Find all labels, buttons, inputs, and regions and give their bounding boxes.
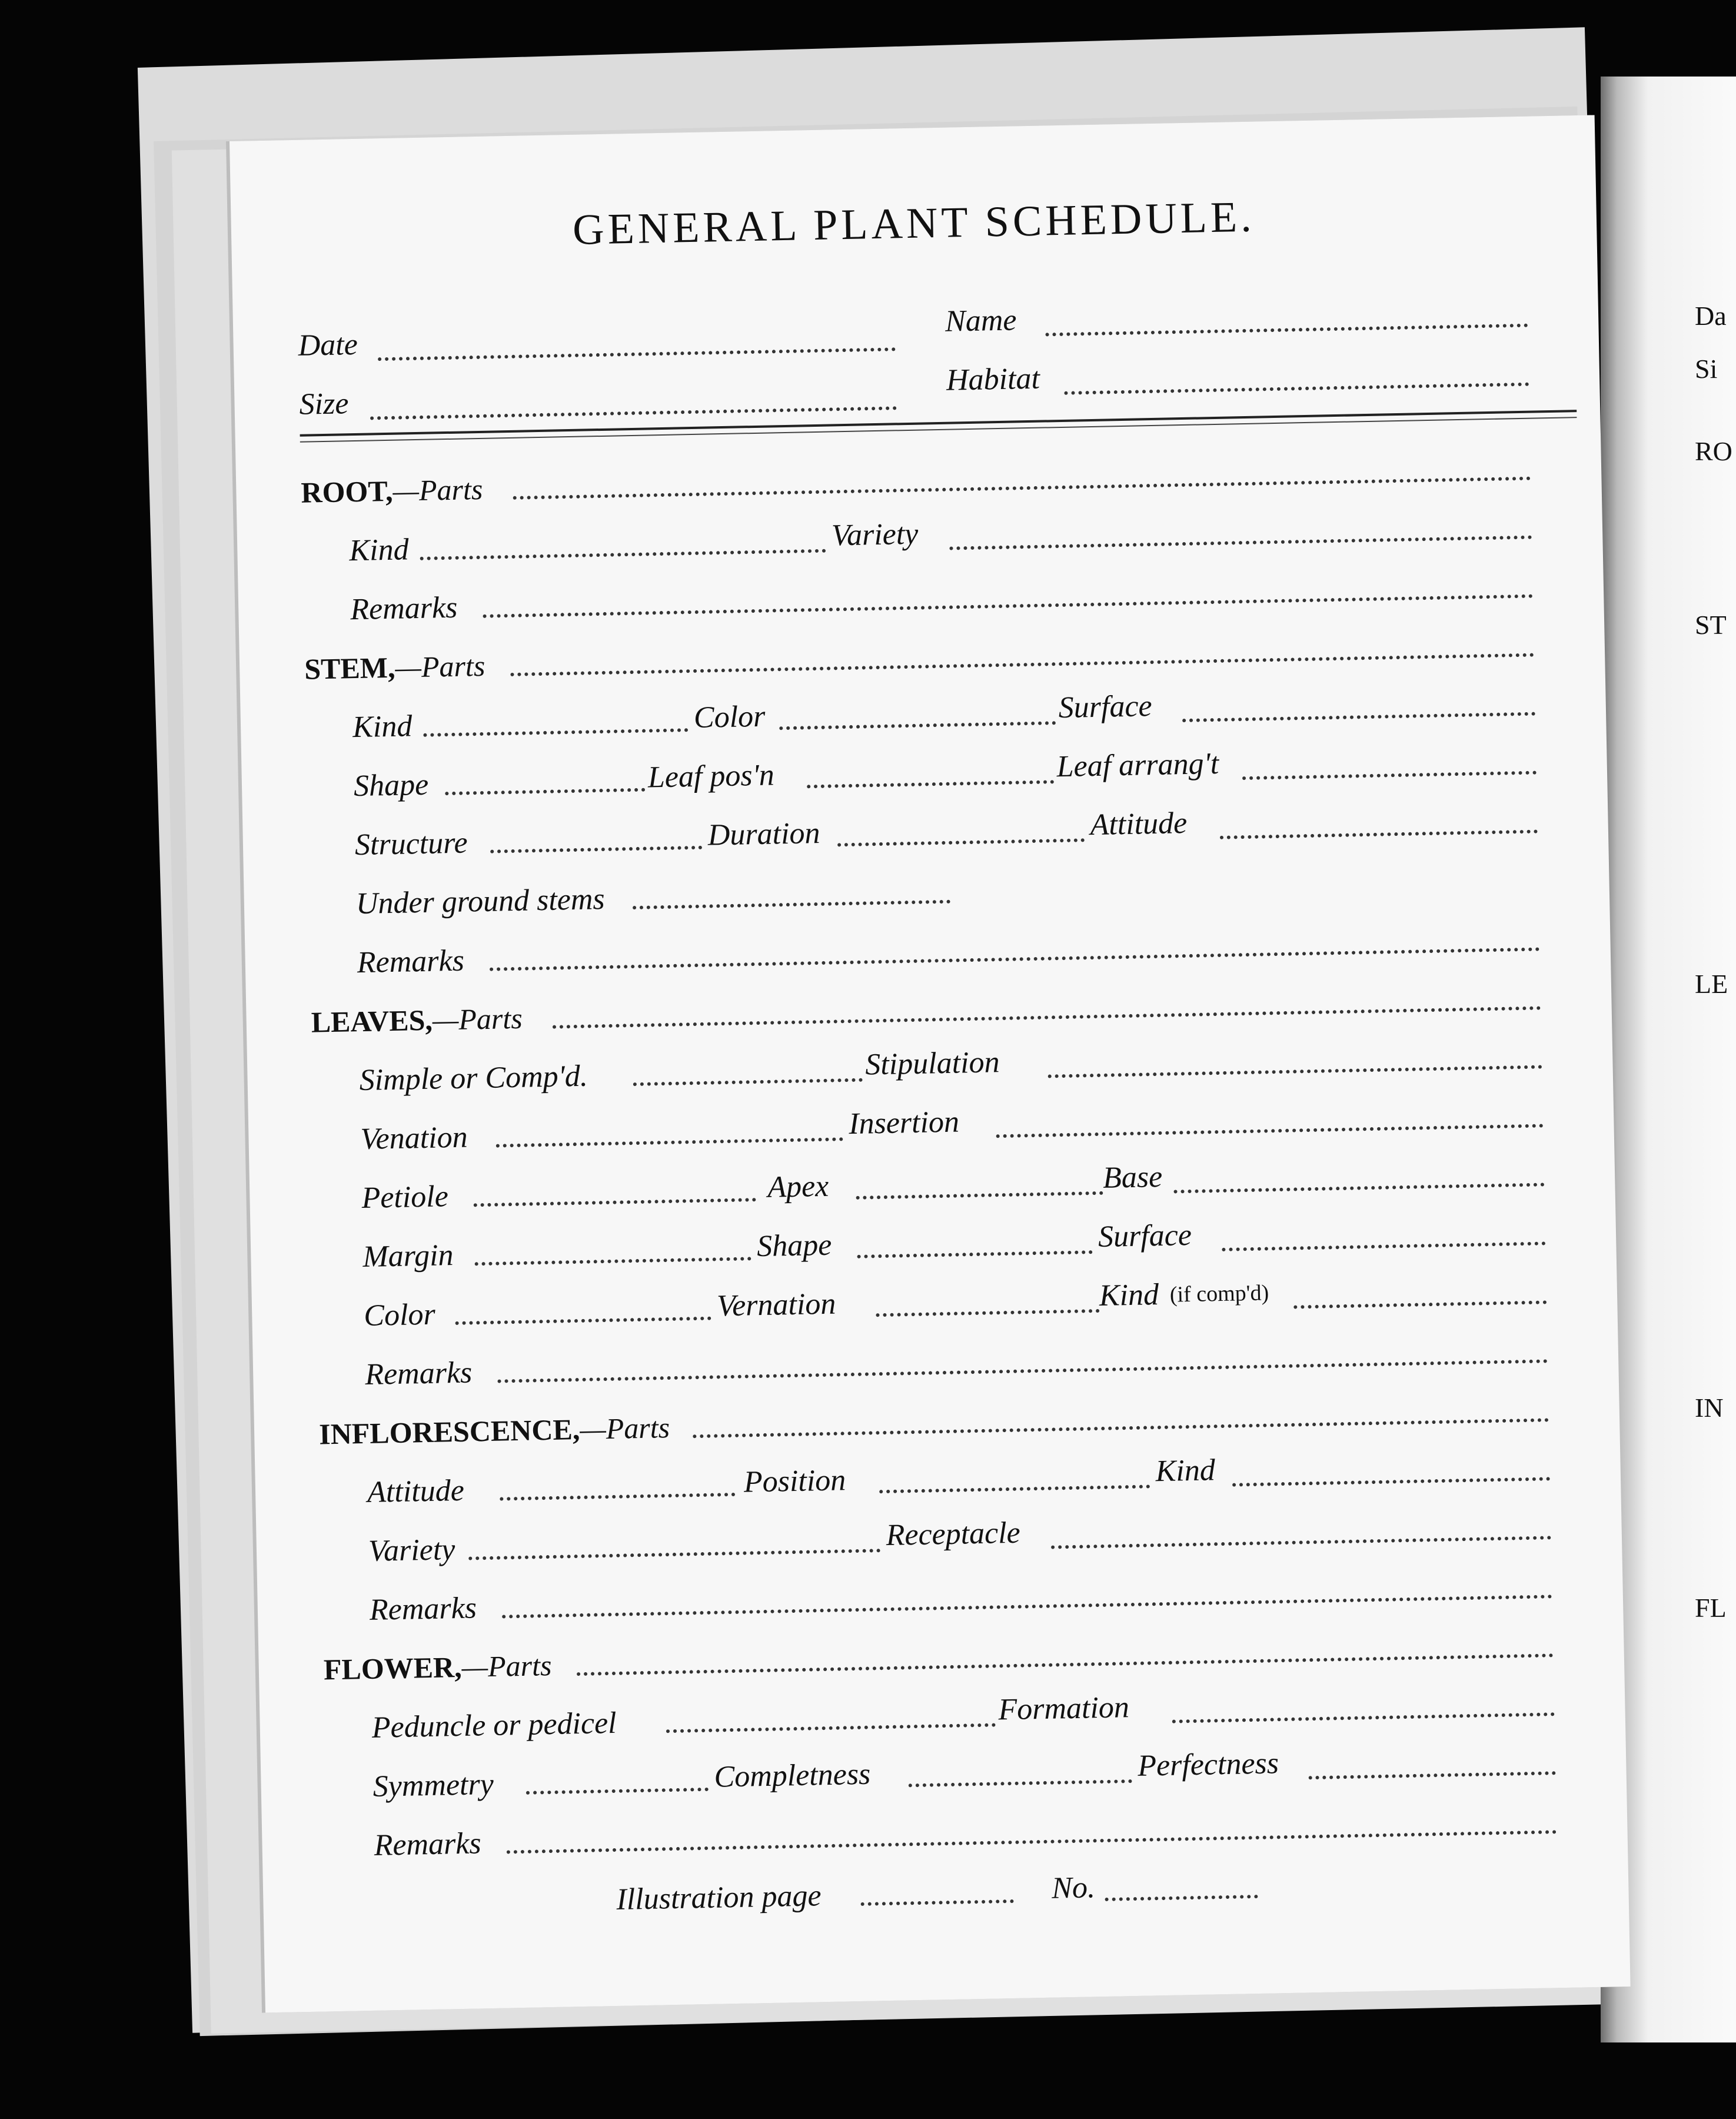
name-field[interactable] (1046, 324, 1528, 337)
leaves-petiole-label: Petiole (361, 1180, 449, 1215)
stem-structure-field[interactable] (490, 846, 702, 853)
root-variety-label: Variety (831, 517, 919, 553)
illustration-row (263, 1857, 1629, 1931)
leaves-apex-field[interactable] (856, 1191, 1103, 1200)
leaves-vernation-label: Vernation (716, 1287, 836, 1323)
leaves-surface-label: Surface (1098, 1218, 1192, 1254)
leaves-heading (311, 1001, 523, 1039)
leaves-kind-field[interactable] (1293, 1300, 1547, 1308)
flower-peduncle-field[interactable] (666, 1723, 996, 1733)
leaves-margin-label: Margin (362, 1238, 454, 1274)
stem-heading-text: STEM, (304, 650, 395, 686)
inflorescence-heading-text: INFLORESCENCE, (318, 1412, 580, 1451)
flower-peduncle-label: Peduncle or pedicel (371, 1706, 617, 1745)
leaves-parts-field[interactable] (553, 1006, 1541, 1028)
leaves-shape-field[interactable] (857, 1250, 1093, 1258)
leaves-color-label: Color (363, 1297, 436, 1333)
leaves-surface-field[interactable] (1222, 1241, 1545, 1251)
facing-page-fragment: Da (1695, 301, 1727, 331)
leaves-venation-field[interactable] (496, 1137, 843, 1147)
flower-perfectness-label: Perfectness (1137, 1746, 1279, 1783)
leaves-base-field[interactable] (1173, 1183, 1544, 1193)
stem-shape-label: Shape (353, 768, 429, 803)
leaves-stipulation-label: Stipulation (864, 1045, 1000, 1082)
stem-duration-field[interactable] (837, 838, 1085, 846)
leaves-remarks-field[interactable] (497, 1359, 1548, 1383)
stem-under-ground-field[interactable] (633, 900, 950, 909)
facing-page-fragment: ST (1695, 610, 1727, 640)
leaves-base-label: Base (1102, 1160, 1163, 1195)
illustration-page-field[interactable] (861, 1899, 1014, 1906)
root-kind-field[interactable] (420, 549, 826, 560)
facing-page-fragment: LE (1695, 969, 1728, 999)
illustration-no-field[interactable] (1105, 1895, 1258, 1901)
habitat-label: Habitat (946, 361, 1040, 397)
inflorescence-heading (319, 1410, 670, 1451)
facing-page-fragment: IN (1695, 1393, 1724, 1423)
stem-parts-field[interactable] (510, 653, 1534, 676)
facing-page-fragment: Si (1695, 354, 1718, 384)
root-variety-field[interactable] (949, 536, 1532, 550)
inflorescence-receptacle-field[interactable] (1051, 1536, 1551, 1549)
flower-formation-field[interactable] (1172, 1712, 1555, 1723)
leaves-kind-label: Kind (1099, 1278, 1159, 1313)
habitat-field[interactable] (1064, 383, 1529, 395)
stem-parts-label: —Parts (394, 649, 485, 684)
leaves-heading-text: LEAVES, (311, 1003, 433, 1039)
flower-heading (323, 1648, 552, 1686)
flower-remarks-label: Remarks (374, 1826, 482, 1862)
stem-surface-label: Surface (1058, 689, 1153, 725)
leaves-insertion-label: Insertion (848, 1105, 960, 1141)
stem-heading (304, 649, 485, 686)
inflorescence-kind-field[interactable] (1232, 1477, 1550, 1486)
inflorescence-remarks-field[interactable] (502, 1595, 1552, 1618)
stem-attitude-field[interactable] (1220, 830, 1538, 839)
leaves-parts-label: —Parts (432, 1001, 523, 1037)
stem-leaf-arrang-label: Leaf arrang't (1056, 746, 1219, 784)
flower-completeness-field[interactable] (909, 1779, 1132, 1787)
root-heading-text: ROOT, (300, 474, 394, 509)
inflorescence-receptacle-label: Receptacle (886, 1516, 1021, 1553)
stem-surface-field[interactable] (1182, 712, 1535, 723)
facing-page-fragment: FL (1695, 1593, 1727, 1623)
illustration-no-label: No. (1051, 1871, 1096, 1905)
header-divider-thin (300, 417, 1577, 443)
flower-symmetry-field[interactable] (526, 1788, 709, 1795)
root-kind-label: Kind (348, 533, 410, 568)
root-heading (301, 472, 483, 510)
stem-under-ground-label: Under ground stems (355, 882, 606, 921)
inflorescence-parts-label: —Parts (579, 1411, 670, 1446)
flower-parts-field[interactable] (577, 1653, 1554, 1676)
leaves-insertion-field[interactable] (996, 1124, 1544, 1138)
stem-attitude-label: Attitude (1090, 806, 1188, 842)
date-field[interactable] (378, 347, 896, 361)
inflorescence-attitude-field[interactable] (500, 1493, 735, 1501)
size-field[interactable] (370, 406, 897, 420)
inflorescence-position-field[interactable] (879, 1484, 1150, 1493)
size-label: Size (299, 387, 349, 421)
inflorescence-kind-label: Kind (1155, 1453, 1216, 1489)
stem-shape-field[interactable] (445, 788, 645, 796)
stem-leaf-pos-label: Leaf pos'n (647, 758, 775, 795)
inflorescence-parts-field[interactable] (693, 1418, 1549, 1438)
leaves-kind-note: (if comp'd) (1169, 1280, 1269, 1307)
flower-perfectness-field[interactable] (1309, 1771, 1556, 1779)
name-label: Name (945, 303, 1017, 338)
stem-color-field[interactable] (779, 721, 1056, 730)
inflorescence-attitude-label: Attitude (367, 1473, 465, 1509)
leaves-petiole-field[interactable] (474, 1198, 756, 1207)
flower-parts-label: —Parts (461, 1648, 552, 1683)
root-parts-field[interactable] (513, 477, 1531, 500)
stem-kind-label: Kind (352, 709, 413, 745)
flower-heading-text: FLOWER, (323, 1650, 463, 1686)
page-title: GENERAL PLANT SCHEDULE. (572, 192, 1256, 254)
illustration-page-label: Illustration page (616, 1879, 822, 1917)
root-remarks-field[interactable] (483, 594, 1534, 618)
leaves-venation-label: Venation (360, 1120, 468, 1157)
flower-formation-label: Formation (997, 1690, 1130, 1727)
leaves-simple-field[interactable] (633, 1078, 863, 1086)
leaves-margin-field[interactable] (475, 1257, 751, 1266)
flower-symmetry-label: Symmetry (373, 1767, 494, 1804)
stem-color-label: Color (693, 699, 766, 735)
schedule-page (230, 115, 1631, 2012)
stem-structure-label: Structure (354, 826, 468, 862)
stem-remarks-label: Remarks (357, 944, 465, 980)
root-remarks-label: Remarks (350, 590, 458, 627)
inflorescence-variety-field[interactable] (468, 1549, 880, 1560)
root-parts-label: —Parts (392, 472, 483, 507)
leaves-shape-label: Shape (756, 1228, 832, 1264)
stem-remarks-field[interactable] (490, 948, 1540, 971)
flower-completeness-label: Completness (713, 1757, 871, 1794)
leaves-stipulation-field[interactable] (1048, 1065, 1542, 1078)
stem-leaf-arrang-field[interactable] (1242, 771, 1537, 780)
leaves-vernation-field[interactable] (876, 1309, 1099, 1317)
stem-kind-field[interactable] (423, 728, 688, 737)
inflorescence-position-label: Position (743, 1463, 846, 1499)
inflorescence-remarks-label: Remarks (369, 1591, 477, 1627)
stem-leaf-pos-field[interactable] (807, 780, 1054, 788)
leaves-apex-label: Apex (767, 1169, 829, 1204)
leaves-simple-label: Simple or Comp'd. (359, 1059, 588, 1098)
date-label: Date (298, 327, 358, 363)
inflorescence-variety-label: Variety (368, 1533, 455, 1568)
leaves-color-field[interactable] (455, 1317, 711, 1325)
stem-duration-label: Duration (707, 816, 820, 852)
facing-page-fragment: RO (1695, 436, 1732, 466)
flower-remarks-field[interactable] (507, 1830, 1557, 1854)
leaves-remarks-label: Remarks (364, 1356, 473, 1391)
